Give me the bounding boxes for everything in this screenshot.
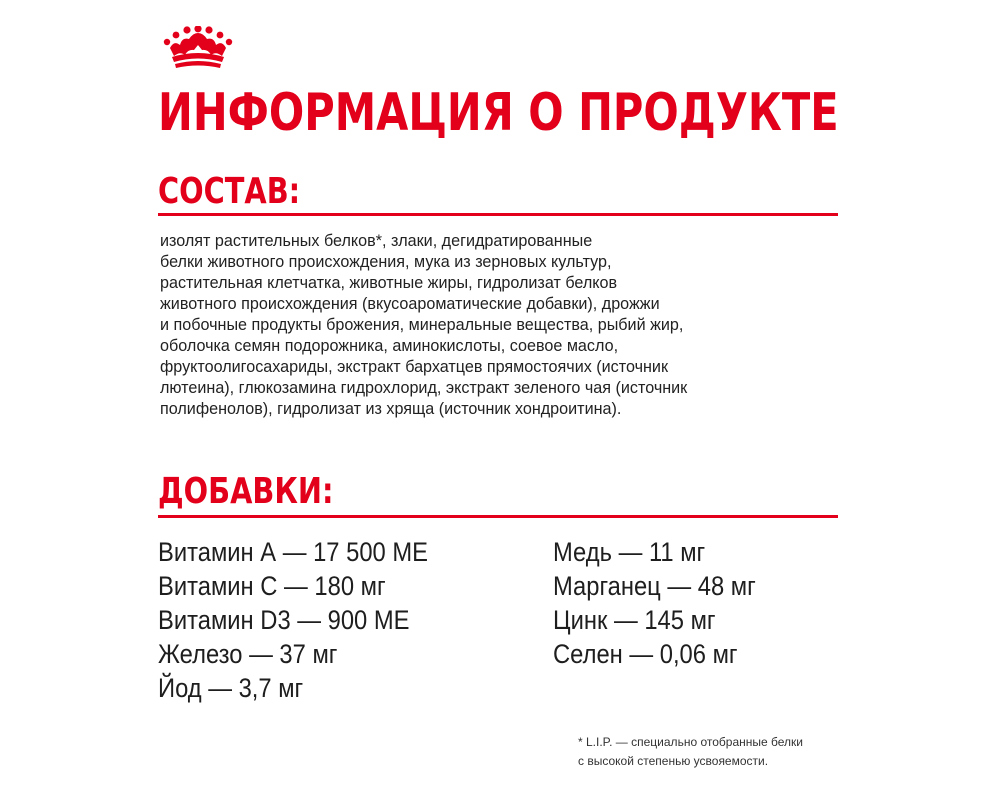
additive-item: Марганец — 48 мг [553, 571, 756, 601]
additives-list-right [553, 535, 783, 671]
footnote-line: с высокой степенью усвояемости. [578, 754, 769, 768]
additives-divider [158, 515, 838, 518]
composition-line: растительная клетчатка, животные жиры, гидролизат белков [160, 273, 618, 292]
crown-icon [162, 26, 234, 70]
composition-text [160, 230, 715, 419]
additive-item: Йод — 3,7 мг [158, 673, 304, 703]
composition-divider [158, 213, 838, 216]
additive-item: Железо — 37 мг [158, 639, 338, 669]
composition-heading: СОСТАВ: [158, 171, 301, 212]
composition-line: изолят растительных белков*, злаки, дегидратированные [160, 231, 593, 250]
composition-line: лютеина), глюкозамина гидрохлорид, экстракт зеленого чая (источник [160, 378, 688, 397]
additive-item: Витамин А — 17 500 МЕ [158, 537, 429, 567]
footnote-line: * L.I.P. — специально отобранные белки [578, 735, 803, 749]
additive-item: Цинк — 145 мг [553, 605, 716, 635]
additive-item: Селен — 0,06 мг [553, 639, 738, 669]
composition-line: оболочка семян подорожника, аминокислоты, соевое масло, [160, 336, 619, 355]
footnote [578, 733, 803, 771]
composition-line: полифенолов), гидролизат из хряща (источник хондроитина). [160, 399, 622, 418]
page-title: ИНФОРМАЦИЯ О ПРОДУКТЕ [158, 83, 839, 143]
additive-item: Витамин С — 180 мг [158, 571, 386, 601]
additive-item: Витамин D3 — 900 МЕ [158, 605, 410, 635]
composition-line: белки животного происхождения, мука из зерновых культур, [160, 252, 612, 271]
composition-line: фруктоолигосахариды, экстракт бархатцев прямостоячих (источник [160, 357, 669, 376]
composition-line: животного происхождения (вкусоароматические добавки), дрожжи [160, 294, 660, 313]
additives-heading: ДОБАВКИ: [158, 471, 334, 512]
composition-line: и побочные продукты брожения, минеральные вещества, рыбий жир, [160, 315, 684, 334]
additives-list-left [158, 535, 465, 705]
additive-item: Медь — 11 мг [553, 537, 706, 567]
